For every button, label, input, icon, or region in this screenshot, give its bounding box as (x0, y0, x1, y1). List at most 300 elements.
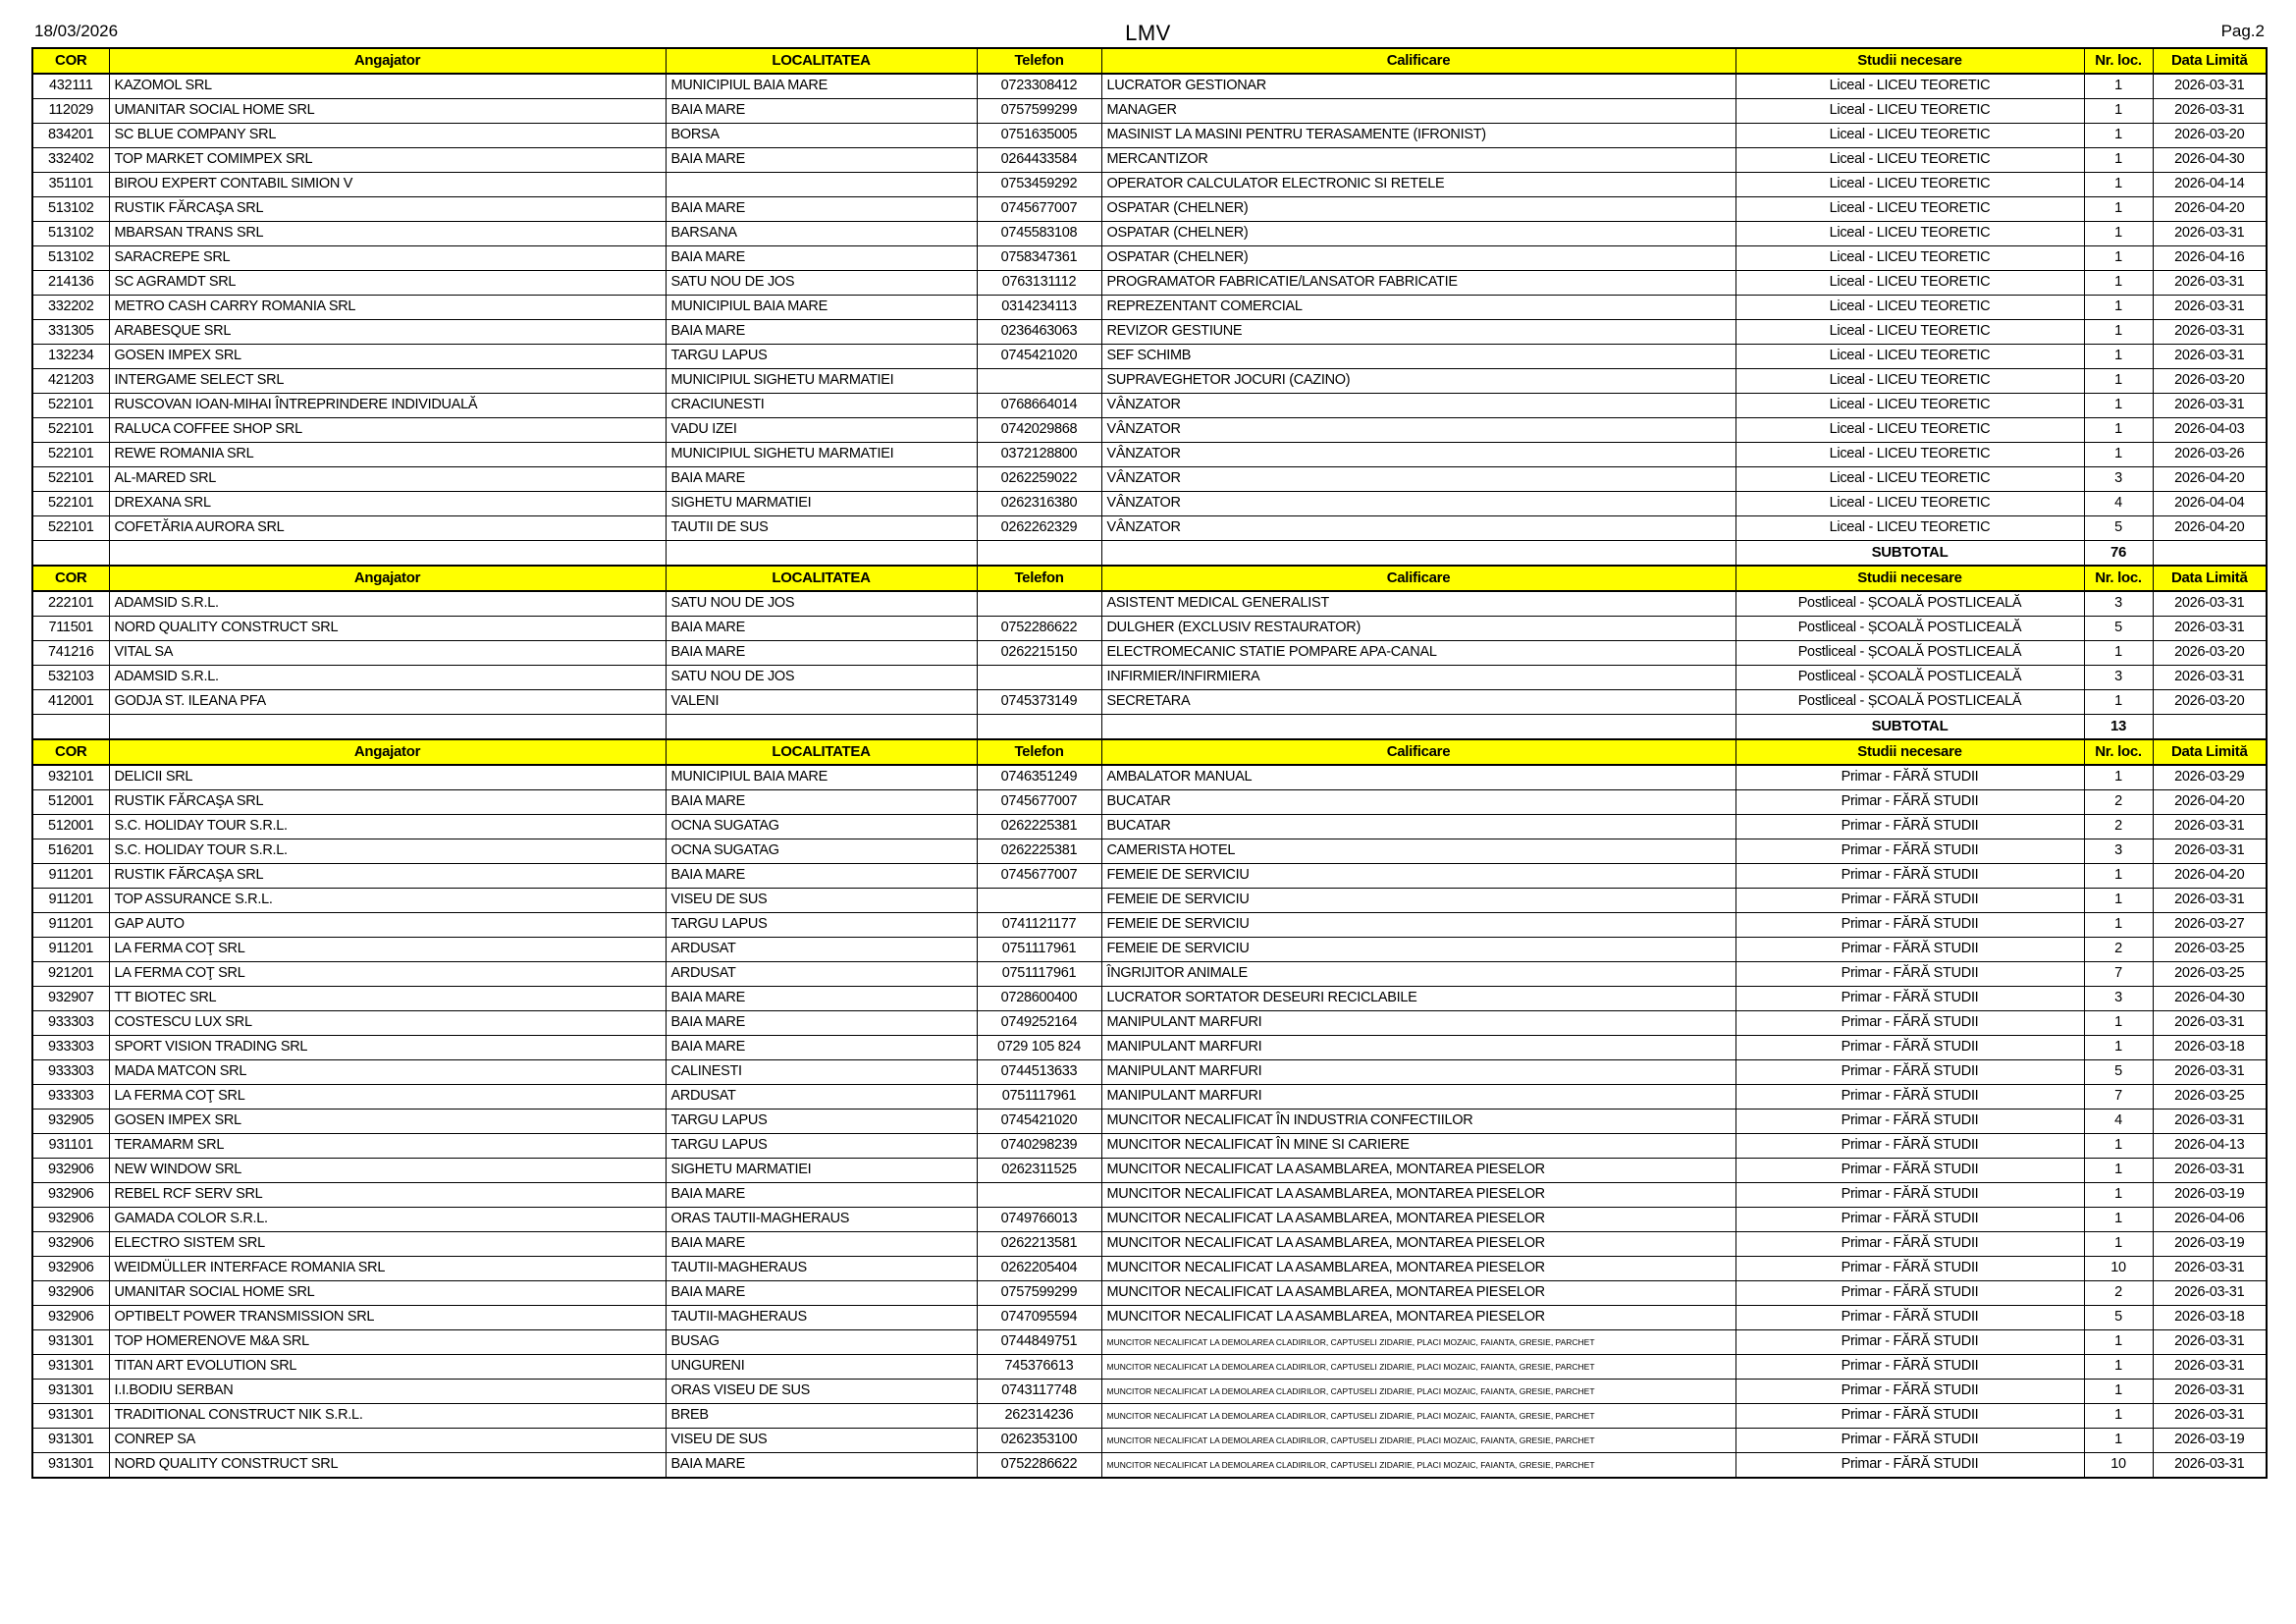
table-cell: 1 (2084, 271, 2153, 296)
table-cell: Postliceal - ȘCOALĂ POSTLICEALĂ (1735, 591, 2084, 617)
table-cell: Liceal - LICEU TEORETIC (1735, 492, 2084, 516)
table-cell: 2 (2084, 815, 2153, 839)
table-cell: MUNICIPIUL SIGHETU MARMATIEI (666, 443, 977, 467)
table-cell: SATU NOU DE JOS (666, 591, 977, 617)
table-cell: VÂNZATOR (1101, 492, 1735, 516)
table-cell: BAIA MARE (666, 1232, 977, 1257)
table-cell: 2026-04-14 (2153, 173, 2267, 197)
table-cell: S.C. HOLIDAY TOUR S.R.L. (109, 815, 666, 839)
table-cell: REVIZOR GESTIUNE (1101, 320, 1735, 345)
table-cell: TRADITIONAL CONSTRUCT NIK S.R.L. (109, 1404, 666, 1429)
table-cell: Liceal - LICEU TEORETIC (1735, 99, 2084, 124)
table-cell: 0262213581 (977, 1232, 1101, 1257)
table-cell: MUNCITOR NECALIFICAT LA ASAMBLAREA, MONTAREA PIESELOR (1101, 1232, 1735, 1257)
page-number: Pag.2 (2220, 22, 2265, 40)
table-cell: 2026-03-27 (2153, 913, 2267, 938)
table-cell: Liceal - LICEU TEORETIC (1735, 197, 2084, 222)
table-cell: DULGHER (EXCLUSIV RESTAURATOR) (1101, 617, 1735, 641)
table-cell: Primar - FĂRĂ STUDII (1735, 1257, 2084, 1281)
table-cell: TAUTII-MAGHERAUS (666, 1306, 977, 1330)
table-cell: Liceal - LICEU TEORETIC (1735, 516, 2084, 541)
table-cell: 1 (2084, 1183, 2153, 1208)
table-row (32, 222, 2267, 246)
table-cell: Primar - FĂRĂ STUDII (1735, 790, 2084, 815)
table-cell: MUNICIPIUL SIGHETU MARMATIEI (666, 369, 977, 394)
table-cell: TAUTII-MAGHERAUS (666, 1257, 977, 1281)
column-header: Angajator (109, 566, 666, 591)
table-cell (666, 715, 977, 740)
table-cell: 2026-04-30 (2153, 148, 2267, 173)
table-cell: 2 (2084, 790, 2153, 815)
table-cell: Primar - FĂRĂ STUDII (1735, 815, 2084, 839)
table-cell: Liceal - LICEU TEORETIC (1735, 173, 2084, 197)
table-cell: FEMEIE DE SERVICIU (1101, 913, 1735, 938)
table-cell: 0751117961 (977, 1085, 1101, 1110)
page-header (0, 0, 2296, 47)
table-cell: MUNICIPIUL BAIA MARE (666, 765, 977, 790)
column-header: Calificare (1101, 739, 1735, 765)
table-row (32, 1380, 2267, 1404)
table-cell (109, 715, 666, 740)
table-cell: GOSEN IMPEX SRL (109, 1110, 666, 1134)
table-cell: 0262262329 (977, 516, 1101, 541)
table-cell: Postliceal - ȘCOALĂ POSTLICEALĂ (1735, 641, 2084, 666)
table-cell (977, 666, 1101, 690)
table-cell: 1 (2084, 641, 2153, 666)
table-cell: BAIA MARE (666, 99, 977, 124)
table-cell: 0262311525 (977, 1159, 1101, 1183)
table-cell: 931301 (32, 1404, 109, 1429)
table-cell: Liceal - LICEU TEORETIC (1735, 320, 2084, 345)
table-cell: 0752286622 (977, 617, 1101, 641)
table-cell: LUCRATOR GESTIONAR (1101, 74, 1735, 99)
table-cell: 0314234113 (977, 296, 1101, 320)
table-cell: ADAMSID S.R.L. (109, 591, 666, 617)
table-cell: 0262353100 (977, 1429, 1101, 1453)
table-cell: 931301 (32, 1429, 109, 1453)
table-cell (977, 369, 1101, 394)
table-cell (1101, 715, 1735, 740)
table-cell: 0262259022 (977, 467, 1101, 492)
table-cell: 2026-03-19 (2153, 1183, 2267, 1208)
table-row (32, 938, 2267, 962)
table-row (32, 246, 2267, 271)
table-cell: 1 (2084, 148, 2153, 173)
column-header: Studii necesare (1735, 739, 2084, 765)
table-cell: Primar - FĂRĂ STUDII (1735, 1281, 2084, 1306)
table-cell: BAIA MARE (666, 864, 977, 889)
table-cell: BUSAG (666, 1330, 977, 1355)
table-cell: 1 (2084, 1232, 2153, 1257)
table-cell: 0236463063 (977, 320, 1101, 345)
table-cell: 532103 (32, 666, 109, 690)
table-cell: RUSCOVAN IOAN-MIHAI ÎNTREPRINDERE INDIVIDUALĂ (109, 394, 666, 418)
table-cell: GAMADA COLOR S.R.L. (109, 1208, 666, 1232)
table-cell: 0745677007 (977, 790, 1101, 815)
table-cell: 0262225381 (977, 839, 1101, 864)
table-cell: 0745421020 (977, 345, 1101, 369)
column-header: LOCALITATEA (666, 566, 977, 591)
table-row (32, 839, 2267, 864)
table-cell: 1 (2084, 765, 2153, 790)
table-row (32, 1036, 2267, 1060)
table-row (32, 516, 2267, 541)
table-row (32, 1159, 2267, 1183)
table-cell: UMANITAR SOCIAL HOME SRL (109, 99, 666, 124)
table-cell: 5 (2084, 1060, 2153, 1085)
table-cell: ÎNGRIJITOR ANIMALE (1101, 962, 1735, 987)
table-cell: MUNCITOR NECALIFICAT LA ASAMBLAREA, MONTAREA PIESELOR (1101, 1281, 1735, 1306)
table-row (32, 418, 2267, 443)
table-cell: Primar - FĂRĂ STUDII (1735, 1159, 2084, 1183)
table-cell: SIGHETU MARMATIEI (666, 1159, 977, 1183)
table-cell: 2026-03-18 (2153, 1306, 2267, 1330)
table-cell: 1 (2084, 1380, 2153, 1404)
table-cell: Primar - FĂRĂ STUDII (1735, 1134, 2084, 1159)
table-cell: 0262205404 (977, 1257, 1101, 1281)
table-cell: Liceal - LICEU TEORETIC (1735, 222, 2084, 246)
table-cell: 0757599299 (977, 1281, 1101, 1306)
table-cell: SATU NOU DE JOS (666, 666, 977, 690)
column-header: Studii necesare (1735, 566, 2084, 591)
table-cell: BAIA MARE (666, 617, 977, 641)
table-cell: 1 (2084, 296, 2153, 320)
table-row (32, 369, 2267, 394)
table-cell: CRACIUNESTI (666, 394, 977, 418)
table-row (32, 443, 2267, 467)
table-cell: BAIA MARE (666, 790, 977, 815)
table-cell: ELECTROMECANIC STATIE POMPARE APA-CANAL (1101, 641, 1735, 666)
table-cell: 2026-03-20 (2153, 641, 2267, 666)
table-cell: 0262215150 (977, 641, 1101, 666)
table-row (32, 394, 2267, 418)
table-cell: MUNCITOR NECALIFICAT LA ASAMBLAREA, MONTAREA PIESELOR (1101, 1306, 1735, 1330)
table-cell: OPERATOR CALCULATOR ELECTRONIC SI RETELE (1101, 173, 1735, 197)
table-cell: 0744513633 (977, 1060, 1101, 1085)
table-cell: MANIPULANT MARFURI (1101, 1036, 1735, 1060)
table-header-row (32, 566, 2267, 591)
table-cell: 3 (2084, 467, 2153, 492)
table-cell: Primar - FĂRĂ STUDII (1735, 1380, 2084, 1404)
table-cell: 0745373149 (977, 690, 1101, 715)
column-header: LOCALITATEA (666, 48, 977, 74)
table-cell: MANIPULANT MARFURI (1101, 1085, 1735, 1110)
table-cell: MANIPULANT MARFURI (1101, 1011, 1735, 1036)
table-cell: 932905 (32, 1110, 109, 1134)
table-cell: 2026-03-31 (2153, 74, 2267, 99)
table-cell: 112029 (32, 99, 109, 124)
table-cell: 1 (2084, 418, 2153, 443)
table-row (32, 1183, 2267, 1208)
table-cell: 1 (2084, 1208, 2153, 1232)
table-cell: TAUTII DE SUS (666, 516, 977, 541)
table-row (32, 790, 2267, 815)
table-cell: 2026-03-31 (2153, 1110, 2267, 1134)
table-cell: 931301 (32, 1330, 109, 1355)
column-header: Angajator (109, 48, 666, 74)
table-cell: 2026-03-31 (2153, 394, 2267, 418)
table-cell: ASISTENT MEDICAL GENERALIST (1101, 591, 1735, 617)
table-cell: 834201 (32, 124, 109, 148)
column-header: Data Limită (2153, 739, 2267, 765)
table-cell: 2026-03-29 (2153, 765, 2267, 790)
table-cell: VÂNZATOR (1101, 418, 1735, 443)
table-cell: VÂNZATOR (1101, 394, 1735, 418)
table-cell: 2026-03-31 (2153, 591, 2267, 617)
table-cell: Primar - FĂRĂ STUDII (1735, 1453, 2084, 1479)
table-cell: Primar - FĂRĂ STUDII (1735, 962, 2084, 987)
table-cell: 2026-03-31 (2153, 1404, 2267, 1429)
table-cell (977, 591, 1101, 617)
table-cell: BAIA MARE (666, 1011, 977, 1036)
table-cell: 522101 (32, 418, 109, 443)
table-cell: 0262225381 (977, 815, 1101, 839)
table-cell: 512001 (32, 815, 109, 839)
table-cell: 2026-03-19 (2153, 1429, 2267, 1453)
table-cell: 2026-03-25 (2153, 1085, 2267, 1110)
table-cell: GAP AUTO (109, 913, 666, 938)
table-cell: 332202 (32, 296, 109, 320)
table-row (32, 641, 2267, 666)
table-cell: ARDUSAT (666, 1085, 977, 1110)
table-cell: MUNCITOR NECALIFICAT LA DEMOLAREA CLADIRILOR, CAPTUSELI ZIDARIE, PLACI MOZAIC, FAIANTA, GRESIE, PARCHET (1101, 1355, 1735, 1380)
table-cell: FEMEIE DE SERVICIU (1101, 938, 1735, 962)
table-cell: 921201 (32, 962, 109, 987)
table-cell: 0745677007 (977, 864, 1101, 889)
table-cell: METRO CASH CARRY ROMANIA SRL (109, 296, 666, 320)
table-cell: SUPRAVEGHETOR JOCURI (CAZINO) (1101, 369, 1735, 394)
table-cell: SATU NOU DE JOS (666, 271, 977, 296)
table-cell (977, 541, 1101, 567)
table-cell: 3 (2084, 839, 2153, 864)
table-cell: 2026-03-31 (2153, 617, 2267, 641)
table-cell: 1 (2084, 369, 2153, 394)
table-cell: 1 (2084, 1036, 2153, 1060)
table-cell: 911201 (32, 913, 109, 938)
table-cell: Liceal - LICEU TEORETIC (1735, 296, 2084, 320)
table-cell: 512001 (32, 790, 109, 815)
table-cell: Liceal - LICEU TEORETIC (1735, 345, 2084, 369)
table-cell: 10 (2084, 1453, 2153, 1479)
table-cell: 2026-04-20 (2153, 467, 2267, 492)
table-cell: 432111 (32, 74, 109, 99)
table-cell: 932906 (32, 1232, 109, 1257)
table-cell: 931301 (32, 1453, 109, 1479)
table-cell: BAIA MARE (666, 1183, 977, 1208)
table-cell: 2026-04-20 (2153, 790, 2267, 815)
table-cell: OPTIBELT POWER TRANSMISSION SRL (109, 1306, 666, 1330)
table-cell: MUNCITOR NECALIFICAT LA ASAMBLAREA, MONTAREA PIESELOR (1101, 1208, 1735, 1232)
table-cell: 0723308412 (977, 74, 1101, 99)
table-cell: 1 (2084, 1134, 2153, 1159)
table-cell: WEIDMÜLLER INTERFACE ROMANIA SRL (109, 1257, 666, 1281)
table-cell: 513102 (32, 197, 109, 222)
table-cell: ORAS VISEU DE SUS (666, 1380, 977, 1404)
table-cell: VITAL SA (109, 641, 666, 666)
table-cell: 1 (2084, 124, 2153, 148)
table-cell: VÂNZATOR (1101, 516, 1735, 541)
table-cell: ORAS TAUTII-MAGHERAUS (666, 1208, 977, 1232)
table-row (32, 1134, 2267, 1159)
table-cell (32, 715, 109, 740)
table-cell: Liceal - LICEU TEORETIC (1735, 74, 2084, 99)
table-cell: 711501 (32, 617, 109, 641)
table-cell: 0740298239 (977, 1134, 1101, 1159)
table-cell: 2 (2084, 1281, 2153, 1306)
table-cell: PROGRAMATOR FABRICATIE/LANSATOR FABRICATIE (1101, 271, 1735, 296)
table-cell: 911201 (32, 889, 109, 913)
table-cell: Primar - FĂRĂ STUDII (1735, 1183, 2084, 1208)
table-cell: 932906 (32, 1306, 109, 1330)
table-cell: 351101 (32, 173, 109, 197)
table-cell: 932906 (32, 1159, 109, 1183)
table-cell: 2026-03-20 (2153, 690, 2267, 715)
table-cell: 0745677007 (977, 197, 1101, 222)
column-header: Nr. loc. (2084, 739, 2153, 765)
table-row (32, 815, 2267, 839)
table-cell: BAIA MARE (666, 987, 977, 1011)
table-cell (109, 541, 666, 567)
table-cell: MBARSAN TRANS SRL (109, 222, 666, 246)
table-cell: 513102 (32, 246, 109, 271)
table-cell: 2026-03-20 (2153, 369, 2267, 394)
column-header: Nr. loc. (2084, 48, 2153, 74)
table-cell: 2026-03-31 (2153, 666, 2267, 690)
table-cell: 2026-03-31 (2153, 839, 2267, 864)
table-cell: 1 (2084, 1011, 2153, 1036)
table-cell: Postliceal - ȘCOALĂ POSTLICEALĂ (1735, 666, 2084, 690)
table-cell: LA FERMA COŢ SRL (109, 962, 666, 987)
table-cell: Primar - FĂRĂ STUDII (1735, 1404, 2084, 1429)
table-cell: MUNICIPIUL BAIA MARE (666, 74, 977, 99)
table-cell: 0743117748 (977, 1380, 1101, 1404)
table-cell: Primar - FĂRĂ STUDII (1735, 1429, 2084, 1453)
table-cell: UMANITAR SOCIAL HOME SRL (109, 1281, 666, 1306)
table-cell: 2026-03-31 (2153, 815, 2267, 839)
table-cell: 1 (2084, 1404, 2153, 1429)
table-row (32, 1404, 2267, 1429)
table-cell: 2026-03-31 (2153, 1060, 2267, 1085)
table-cell: VISEU DE SUS (666, 889, 977, 913)
table-cell: 932906 (32, 1183, 109, 1208)
subtotal-row (32, 541, 2267, 567)
table-cell: NORD QUALITY CONSTRUCT SRL (109, 617, 666, 641)
table-cell: 7 (2084, 1085, 2153, 1110)
table-cell: ADAMSID S.R.L. (109, 666, 666, 690)
table-row (32, 1306, 2267, 1330)
table-cell: BARSANA (666, 222, 977, 246)
table-cell: 0752286622 (977, 1453, 1101, 1479)
table-cell: 911201 (32, 938, 109, 962)
column-header: Angajator (109, 739, 666, 765)
table-cell: 2026-03-31 (2153, 1453, 2267, 1479)
table-cell: Primar - FĂRĂ STUDII (1735, 864, 2084, 889)
table-cell: AMBALATOR MANUAL (1101, 765, 1735, 790)
table-cell: SC AGRAMDT SRL (109, 271, 666, 296)
table-row (32, 1355, 2267, 1380)
table-cell: SC BLUE COMPANY SRL (109, 124, 666, 148)
table-cell (32, 541, 109, 567)
table-row (32, 1208, 2267, 1232)
table-cell: 2026-03-31 (2153, 1159, 2267, 1183)
table-cell (2153, 541, 2267, 567)
table-cell: BORSA (666, 124, 977, 148)
table-cell: 1 (2084, 690, 2153, 715)
table-cell: 932906 (32, 1208, 109, 1232)
table-cell: 0741121177 (977, 913, 1101, 938)
table-row (32, 148, 2267, 173)
table-cell: Primar - FĂRĂ STUDII (1735, 839, 2084, 864)
table-cell: 2026-04-13 (2153, 1134, 2267, 1159)
table-cell: 931301 (32, 1380, 109, 1404)
table-cell (1101, 541, 1735, 567)
table-cell: Primar - FĂRĂ STUDII (1735, 1060, 2084, 1085)
table-cell (977, 715, 1101, 740)
table-cell: DELICII SRL (109, 765, 666, 790)
table-row (32, 345, 2267, 369)
table-cell: MUNCITOR NECALIFICAT LA ASAMBLAREA, MONTAREA PIESELOR (1101, 1159, 1735, 1183)
table-cell: MUNCITOR NECALIFICAT LA ASAMBLAREA, MONTAREA PIESELOR (1101, 1183, 1735, 1208)
column-header: Nr. loc. (2084, 566, 2153, 591)
table-cell: 1 (2084, 394, 2153, 418)
table-cell (666, 173, 977, 197)
table-cell: REBEL RCF SERV SRL (109, 1183, 666, 1208)
table-cell: 0763131112 (977, 271, 1101, 296)
table-cell: VÂNZATOR (1101, 467, 1735, 492)
table-row (32, 492, 2267, 516)
table-cell: 2026-03-31 (2153, 889, 2267, 913)
table-cell: 2026-04-20 (2153, 197, 2267, 222)
table-cell: OSPATAR (CHELNER) (1101, 197, 1735, 222)
table-cell: 0758347361 (977, 246, 1101, 271)
table-cell: 421203 (32, 369, 109, 394)
table-cell: 2026-03-25 (2153, 938, 2267, 962)
table-cell: 0749252164 (977, 1011, 1101, 1036)
table-row (32, 765, 2267, 790)
table-cell: Primar - FĂRĂ STUDII (1735, 1355, 2084, 1380)
table-cell: MUNCITOR NECALIFICAT ÎN MINE SI CARIERE (1101, 1134, 1735, 1159)
table-cell: Liceal - LICEU TEORETIC (1735, 148, 2084, 173)
table-cell: CONREP SA (109, 1429, 666, 1453)
table-cell: 3 (2084, 591, 2153, 617)
table-cell: TT BIOTEC SRL (109, 987, 666, 1011)
column-header: Telefon (977, 566, 1101, 591)
table-cell: AL-MARED SRL (109, 467, 666, 492)
table-cell: 0751117961 (977, 938, 1101, 962)
column-header: Studii necesare (1735, 48, 2084, 74)
table-row (32, 320, 2267, 345)
table-cell: 2026-03-31 (2153, 222, 2267, 246)
column-header: Data Limită (2153, 48, 2267, 74)
table-cell: VALENI (666, 690, 977, 715)
column-header: Calificare (1101, 566, 1735, 591)
table-cell: BAIA MARE (666, 246, 977, 271)
table-cell: Liceal - LICEU TEORETIC (1735, 369, 2084, 394)
table-cell: REWE ROMANIA SRL (109, 443, 666, 467)
table-cell: TERAMARM SRL (109, 1134, 666, 1159)
table-cell: INFIRMIER/INFIRMIERA (1101, 666, 1735, 690)
table-cell: 1 (2084, 320, 2153, 345)
table-cell: BUCATAR (1101, 815, 1735, 839)
table-cell: GODJA ST. ILEANA PFA (109, 690, 666, 715)
table-cell: 745376613 (977, 1355, 1101, 1380)
table-cell: 0753459292 (977, 173, 1101, 197)
table-row (32, 1281, 2267, 1306)
table-cell: 2026-04-06 (2153, 1208, 2267, 1232)
table-cell: 1 (2084, 197, 2153, 222)
table-cell: Liceal - LICEU TEORETIC (1735, 394, 2084, 418)
table-cell: 933303 (32, 1085, 109, 1110)
